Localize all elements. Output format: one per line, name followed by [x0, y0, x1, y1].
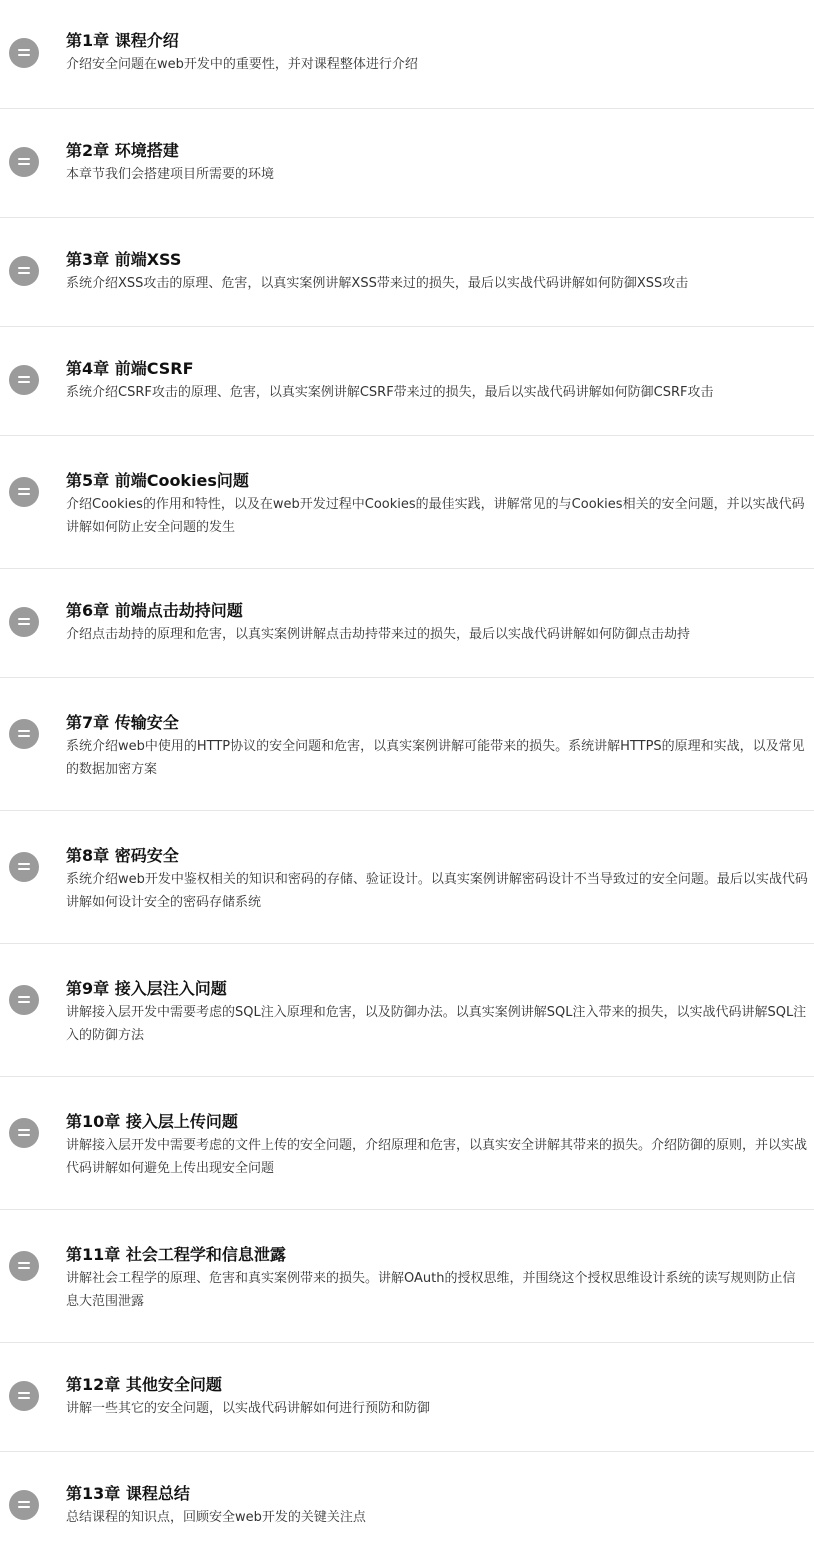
chapter-list-icon — [9, 256, 39, 286]
chapter-description: 总结课程的知识点，回顾安全web开发的关键关注点 — [66, 1510, 366, 1525]
chapter-title: 第4章 前端CSRF — [66, 359, 194, 378]
chapter-list-icon — [9, 1251, 39, 1281]
chapter-list-icon — [9, 1118, 39, 1148]
chapter-description: 系统介绍CSRF攻击的原理、危害，以真实案例讲解CSRF带来过的损失，最后以实战代码讲解如何防御CSRF攻击 — [66, 385, 714, 400]
chapter-list-icon — [9, 607, 39, 637]
chapter-title: 第8章 密码安全 — [66, 846, 179, 865]
chapter-list-icon — [9, 852, 39, 882]
chapter-description: 介绍安全问题在web开发中的重要性，并对课程整体进行介绍 — [66, 57, 418, 72]
chapter-title: 第5章 前端Cookies问题 — [66, 471, 249, 490]
chapter-description: 讲解一些其它的安全问题，以实战代码讲解如何进行预防和防御 — [66, 1401, 431, 1416]
chapter-item[interactable] — [0, 218, 814, 327]
chapter-title: 第7章 传输安全 — [66, 713, 179, 732]
chapter-title: 第12章 其他安全问题 — [66, 1375, 222, 1394]
chapter-description: 讲解接入层开发中需要考虑的SQL注入原理和危害，以及防御办法。以真实案例讲解SQL注入带来的损失，以实战代码讲解SQL注入的防御方法 — [66, 1005, 807, 1043]
chapter-list-icon — [9, 147, 39, 177]
chapter-description: 系统介绍XSS攻击的原理、危害，以真实案例讲解XSS带来过的损失，最后以实战代码讲解如何防御XSS攻击 — [66, 276, 689, 291]
chapter-description: 介绍Cookies的作用和特性，以及在web开发过程中Cookies的最佳实践，讲解常见的与Cookies相关的安全问题，并以实战代码讲解如何防止安全问题的发生 — [66, 497, 805, 535]
chapter-item[interactable] — [0, 569, 814, 678]
chapter-item[interactable] — [0, 436, 814, 569]
chapter-description: 介绍点击劫持的原理和危害，以真实案例讲解点击劫持带来过的损失，最后以实战代码讲解如何防御点击劫持 — [66, 627, 691, 642]
chapter-list-icon — [9, 1381, 39, 1411]
chapter-list-icon — [9, 365, 39, 395]
chapter-item[interactable] — [0, 944, 814, 1077]
chapter-item[interactable] — [0, 1452, 814, 1561]
chapter-item[interactable] — [0, 109, 814, 218]
chapter-description: 本章节我们会搭建项目所需要的环境 — [66, 167, 275, 182]
chapter-title: 第10章 接入层上传问题 — [66, 1112, 238, 1131]
chapter-description: 讲解社会工程学的原理、危害和真实案例带来的损失。讲解OAuth的授权思维，并围绕这个授权思维设计系统的读写规则防止信息大范围泄露 — [66, 1271, 796, 1309]
chapter-item[interactable] — [0, 1210, 814, 1343]
chapter-item[interactable] — [0, 327, 814, 436]
chapter-list-icon — [9, 985, 39, 1015]
chapter-title: 第6章 前端点击劫持问题 — [66, 601, 243, 620]
chapter-list-icon — [9, 477, 39, 507]
chapter-item[interactable] — [0, 1077, 814, 1210]
chapter-title: 第3章 前端XSS — [66, 250, 182, 269]
chapter-item[interactable] — [0, 811, 814, 944]
chapter-description: 系统介绍web开发中鉴权相关的知识和密码的存储、验证设计。以真实案例讲解密码设计不当导致过的安全问题。最后以实战代码讲解如何设计安全的密码存储系统 — [66, 872, 808, 910]
chapter-description: 系统介绍web中使用的HTTP协议的安全问题和危害，以真实案例讲解可能带来的损失。系统讲解HTTPS的原理和实战，以及常见的数据加密方案 — [66, 739, 805, 777]
chapter-list-icon — [9, 1490, 39, 1520]
chapter-title: 第13章 课程总结 — [66, 1484, 190, 1503]
chapter-title: 第11章 社会工程学和信息泄露 — [66, 1245, 286, 1264]
chapter-list-icon — [9, 719, 39, 749]
chapter-description: 讲解接入层开发中需要考虑的文件上传的安全问题，介绍原理和危害，以真实安全讲解其带来的损失。介绍防御的原则，并以实战代码讲解如何避免上传出现安全问题 — [66, 1138, 808, 1176]
chapter-item[interactable] — [0, 0, 814, 109]
chapter-title: 第2章 环境搭建 — [66, 141, 179, 160]
chapter-item[interactable] — [0, 678, 814, 811]
chapter-item[interactable] — [0, 1343, 814, 1452]
chapter-list-icon — [9, 38, 39, 68]
chapter-title: 第9章 接入层注入问题 — [66, 979, 227, 998]
chapter-title: 第1章 课程介绍 — [66, 31, 179, 50]
